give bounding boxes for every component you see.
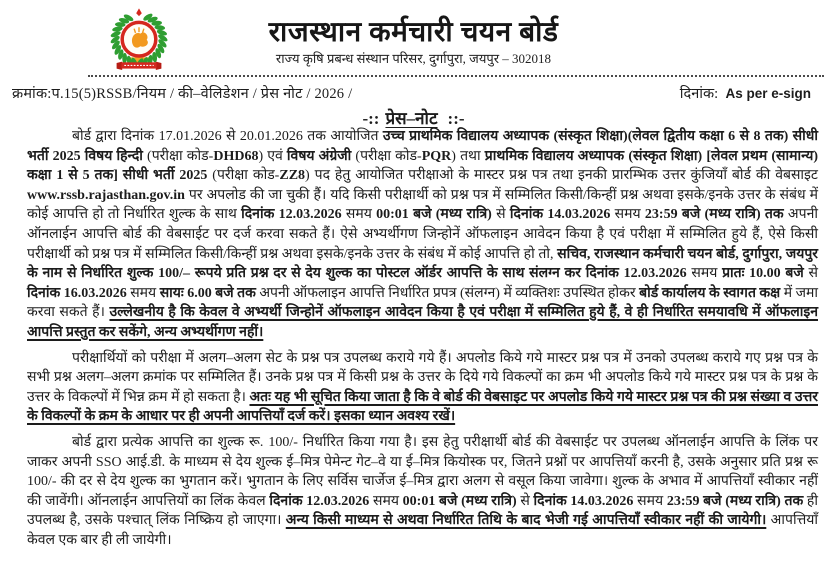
text-run: अन्य किसी माध्यम से अथवा निर्धारित तिथि के बाद भेजी गई आपत्तियाँ स्वीकार नहीं की जायेगी। [285,513,767,529]
text-run: से [803,266,818,282]
text-run: www.rssb.rajasthan.gov.in [27,187,185,203]
text-run: समय [341,207,377,223]
text-run: ही उपलब्ध है, उसके पश्चात् लिंक निष्क्रिय हो जाएगा। [27,493,818,529]
text-run: PQR [421,148,452,164]
text-run: पर अपलोड की जा चुकी हैं। यदि किसी परीक्षार्थी को प्रश्न पत्र में सम्मिलित किसी/किन्हीं प्रश्न अथवा इसके/इनके उत्तर के संबंध में कोई आपत्ति हो तो निर्धारित शुल्क के साथ [27,187,818,223]
text-run: ) पद हेतु आयोजित परीक्षाओ के मास्टर प्रश्न पत्र तथा इनकी प्रारम्भिक उत्तर कुंजियाँ बोर्ड की वेबसाइट [305,168,818,184]
text-run: समय [126,285,160,301]
text-run: DHD68 [213,148,259,164]
paragraph-3 [27,433,818,551]
text-run: 23:59 बजे (मध्य रात्रि) तक [666,493,804,509]
text-run: में जमा करवा सकते हैं। [27,285,818,321]
date-field [680,83,811,103]
text-run: से [491,207,510,223]
text-run: बोर्ड कार्यालय के स्वागत कक्ष [639,285,781,301]
document-body [27,127,818,550]
text-run: अपनी ऑफलाइन आपत्ति निर्धारित प्रपत्र (संलग्न) में व्यक्तिशः उपस्थित होकर [255,285,640,301]
text-run: 00:01 बजे (मध्य रात्रि) [376,207,492,223]
text-run: ZZ8 [279,168,306,184]
text-run: ) तथा [451,148,485,164]
separator-dotted-line [88,75,824,77]
text-run: समय [633,493,667,509]
text-run: उच्च प्राथमिक विद्यालय अध्यापक (संस्कृत शिक्षा)(लेवल द्वितीय कक्षा 6 से 8 तक) सीधी भर्ती 2025 विषय हिन्दी [27,129,819,164]
text-run: परीक्षार्थियों को परीक्षा में अलग–अलग सेट के प्रश्न पत्र उपलब्ध कराये गये हैं। अपलोड किये गये मास्टर प्रश्न पत्र में उनको उपलब्ध कराये गए प्रश्न पत्र के सभी प्रश्न अलग–अलग क्रमांक पर सम्मिलित हैं। उनके प्रश्न पत्र में किसी प्रश्न के उत्तर के दिये गये विकल्पों का क्रम भी अपलोड किये गये मास्टर प्रश्न पत्र के प्रश्न के उत्तर के विकल्पों में भिन्न क्रम में हो सकता है। [27,350,818,405]
date-label: दिनांक: [679,86,719,102]
text-run: दिनांक 12.03.2026 [241,207,342,223]
reference-number: क्रमांक:प.15(5)RSSB/नियम / की–वेलिडेशन / प्रेस नोट / 2026 / [12,86,353,102]
text-run: विषय अंग्रेजी [286,148,356,164]
text-run: (परीक्षा कोड- [212,168,280,184]
text-run: बोर्ड द्वारा दिनांक 17.01.2026 से 20.01.2026 तक आयोजित [72,129,383,144]
text-run: (परीक्षा कोड- [147,148,214,164]
title-text: प्रेस–नोट [385,109,438,128]
paragraph-2 [27,349,818,427]
text-run: 23:59 बजे (मध्य रात्रि) तक [644,207,784,223]
text-run: प्राथमिक विद्यालय अध्यापक (संस्कृत शिक्षा) [लेवल प्रथम (सामान्य) कक्षा 1 से 5 तक] सीधी भर्ती 2025 [27,148,818,184]
text-run: बोर्ड द्वारा प्रत्येक आपत्ति का शुल्क रू. 100/- निर्धारित किया गया है। इस हेतु परीक्षार्थी बोर्ड की वेबसाईट पर उपलब्ध ऑनलाईन आपत्ति के लिंक पर जाकर अपनी SSO आई.डी. के माध्यम से देय शुल्क ई–मित्र पेमेन्ट गेट–वे या ई–मित्र कियोस्क पर, जितने प्रश्नों पर आपत्तियाँ करनी है, उसके अनुसार प्रति प्रश्न रू 100/- की दर से देय शुल्क का भुगतान करें। भुगतान के लिए सर्विस चार्जेज ई–मित्र द्वारा अलग से वसूल किया जावेगा। शुल्क के अभाव में आपत्तियाँ स्वीकार नहीं की जावेंगी। ऑनलाईन आपत्तियों का लिंक केवल [27,434,818,509]
text-run: अतः यह भी सूचित किया जाता है कि वे बोर्ड की वेबसाइट पर अपलोड किये गये मास्टर प्रश्न पत्र की प्रश्न संख्या व उत्तर के विकल्पों के क्रम के आधार पर ही अपनी आपत्तियाँ दर्ज करें। इसका ध्यान अवश्य रखें। [27,389,818,425]
text-run: से [516,493,534,509]
text-run: दिनांक 14.03.2026 [509,207,611,223]
paragraph-1 [27,127,818,343]
reference-row [12,83,811,103]
text-run: 00:01 बजे (मध्य रात्रि) [402,493,517,509]
press-note-title [0,106,827,129]
text-run: सचिव, राजस्थान कर्मचारी चयन बोर्ड, दुर्गापुरा, जयपुर के नाम से निर्धारित शुल्क 100/– रूपये प्रति प्रश्न दर से देय शुल्क का पोस्टल ऑर्डर आपत्ति के साथ संलग्न कर दिनांक 12.03.2026 [27,246,819,282]
text-run: दिनांक 14.03.2026 [533,493,634,509]
text-run: अपनी ऑनलाईन आपत्ति बोर्ड की वेबसाईट पर दर्ज करवा सकते हैं। ऐसे अभ्यर्थीगण जिन्होनें ऑफलाइन आवेदन किया है एवं परीक्षा में सम्मिलित हुये हैं, ऐसे किसी परीक्षार्थी को प्रश्न पत्र में सम्मिलित किसी/किन्हीं प्रश्न अथवा इसके/इनके उत्तर के संबंध में कोई आपत्ति हो तो, [27,207,818,262]
text-run: (परीक्षा कोड- [355,148,422,164]
title-suffix: ::- [447,109,465,128]
text-run: समय [369,493,403,509]
org-address: राज्य कृषि प्रबन्ध संस्थान परिसर, दुर्गापुरा, जयपुर – 302018 [275,51,552,66]
date-value: As per e-sign [725,86,811,101]
text-run: समय [610,207,645,223]
text-run: समय [686,266,723,282]
text-run: उल्लेखनीय है कि केवल वे अभ्यर्थी जिन्होनें ऑफलाइन आवेदन किया है एवं परीक्षा में सम्मिलित हुये हैं, वे ही निर्धारित समयावधि में ऑफलाइन आपत्ति प्रस्तुत कर सकेंगे, अन्य अभ्यर्थीगण नहीं। [27,305,818,340]
org-name: राजस्थान कर्मचारी चयन बोर्ड [268,17,559,48]
text-run: प्रातः 10.00 बजे [722,266,804,282]
text-run: दिनांक 16.03.2026 [27,285,127,301]
text-run: सायः 6.00 बजे तक [159,285,256,301]
title-prefix: -:: [362,109,380,128]
text-run: आपत्तियाँ केवल एक बार ही ली जायेगी। [27,513,818,548]
text-run: दिनांक 12.03.2026 [269,493,370,509]
text-run: ) एवं [258,148,287,164]
